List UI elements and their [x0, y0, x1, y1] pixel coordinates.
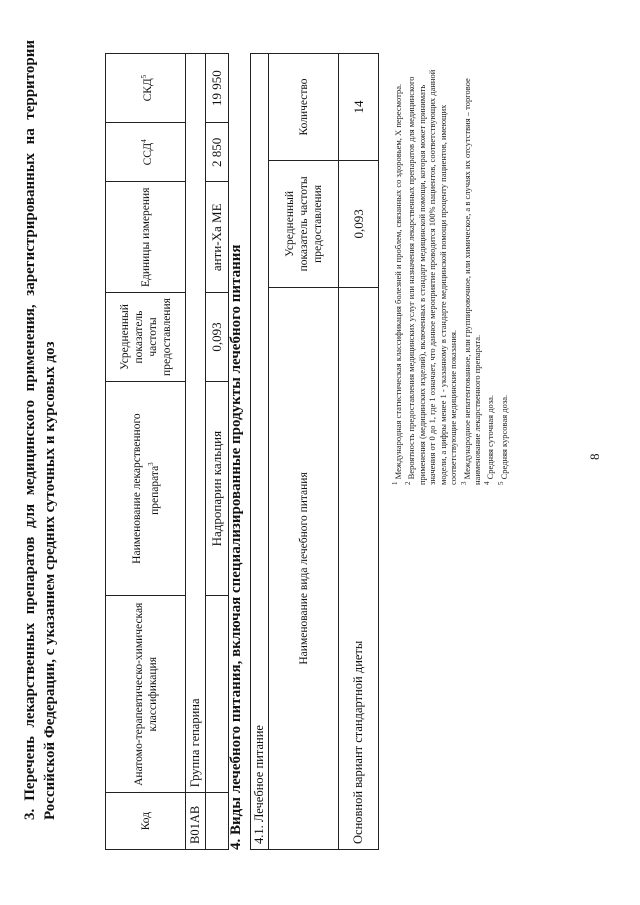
footnote-3-text: Международное непатентованное, или группировочное, или химическое, а в случаях их отсутствия – торговое наименование лекарственного препарата.	[461, 78, 482, 485]
footnote-4-number: 4	[483, 481, 492, 485]
row-units: анти-Ха МЕ	[206, 182, 229, 293]
footnote-ref-5: 5	[139, 74, 148, 79]
row-atc	[206, 596, 229, 793]
footnote-1-text: Международная статистическая классификация болезней и проблем, связанных со здоровьем, X пересмотра.	[392, 83, 403, 480]
drugs-table-row	[206, 54, 229, 850]
row-sdd: 2 850	[206, 123, 229, 182]
footnote-5	[496, 53, 509, 485]
nutrition-table-row	[339, 54, 379, 850]
footnote-1	[390, 53, 403, 485]
header-units: Единицы измерения	[106, 182, 186, 293]
row-quantity: 14	[339, 54, 379, 161]
group-atc: Группа гепарина	[186, 54, 206, 793]
footnotes	[390, 53, 509, 485]
section-4-title: Виды лечебного питания, включая специализированные продукты лечебного питания	[228, 244, 244, 835]
nutrition-table	[250, 53, 379, 850]
footnote-ref-3: 3	[146, 462, 155, 466]
footnote-4	[482, 53, 495, 485]
header-code: Код	[106, 793, 186, 850]
header-frequency: Усредненный показатель частоты предоставления	[106, 293, 186, 382]
header-sdd-text: ССД	[141, 142, 154, 166]
footnote-5-text: Средняя курсовая доза.	[498, 394, 509, 480]
section-3-title: Перечень лекарственных препаратов для медицинского применения, зарегистрированных на территории Российской Федерации, с указанием средних суточных и курсовых доз	[22, 40, 58, 820]
footnote-3-number: 3	[459, 481, 468, 485]
group-code: B01AB	[186, 793, 206, 850]
header-atc: Анатомо-терапевтическо-химическая классификация	[106, 596, 186, 793]
header-skd-text: СКД	[141, 78, 154, 102]
footnote-2	[403, 53, 458, 485]
subsection-title: 4.1. Лечебное питание	[251, 54, 269, 850]
section-4-heading	[228, 244, 245, 850]
section-3-number: 3.	[22, 808, 38, 820]
header-drug-name	[106, 381, 186, 595]
header-drug-name-text: Наименование лекарственного препарата	[130, 413, 161, 564]
section-4-number: 4.	[228, 838, 244, 850]
row-diet-name: Основной вариант стандартной диеты	[339, 287, 379, 849]
footnote-1-number: 1	[391, 481, 399, 485]
drugs-table	[105, 53, 229, 850]
drugs-table-header-row	[106, 54, 186, 850]
row-frequency: 0,093	[206, 293, 229, 382]
footnote-5-number: 5	[496, 481, 505, 485]
footnote-2-number: 2	[404, 481, 413, 485]
header-diet-name: Наименование вида лечебного питания	[269, 287, 339, 849]
header-diet-frequency: Усредненный показатель частоты предоставления	[269, 160, 339, 287]
nutrition-subsection-row	[251, 54, 269, 850]
footnote-4-text: Средняя суточная доза.	[485, 394, 496, 480]
header-sdd	[106, 123, 186, 182]
footnote-ref-4: 4	[139, 139, 148, 143]
row-code	[206, 793, 229, 850]
footnote-3	[459, 53, 483, 485]
drugs-table-group-row	[186, 54, 206, 850]
row-skd: 19 950	[206, 54, 229, 123]
nutrition-table-header-row	[269, 54, 339, 850]
footnote-2-text: Вероятность предоставления медицинских услуг или назначения лекарственных препаратов для медицинского применения (медицинских изделий), включенных в стандарт медицинской помощи, которая может принимать значения от 0 до 1, где 1 означает, что данное мероприятие проводится 100% пациентов, соответствующих данной модели, а цифры менее 1 - указанному в стандарте медицинской помощи проценту пациентов, имеющих соответствующие медицинские показания.	[406, 69, 459, 485]
section-3-heading	[20, 40, 60, 820]
header-quantity: Количество	[269, 54, 339, 161]
row-drug-name: Надропарин кальция	[206, 381, 229, 595]
row-diet-frequency: 0,093	[339, 160, 379, 287]
page-number: 8	[587, 453, 602, 460]
header-skd	[106, 54, 186, 123]
